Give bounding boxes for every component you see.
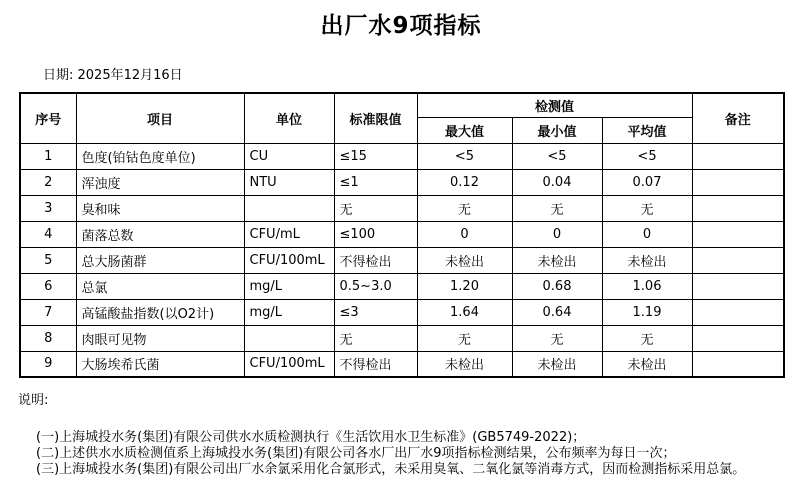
cell-unit: [244, 195, 334, 221]
table-row: [20, 351, 784, 377]
cell-limit: 无: [334, 195, 417, 221]
header-min: 最小值: [512, 117, 602, 143]
cell-min: 未检出: [512, 351, 602, 377]
cell-max: 未检出: [417, 247, 512, 273]
cell-unit: CFU/mL: [244, 221, 334, 247]
table-row: [20, 247, 784, 273]
cell-avg: 无: [602, 325, 692, 351]
table-row: [20, 273, 784, 299]
cell-remark: [692, 169, 784, 195]
cell-max: <5: [417, 143, 512, 169]
cell-limit: ≤100: [334, 221, 417, 247]
cell-unit: mg/L: [244, 299, 334, 325]
cell-max: 0: [417, 221, 512, 247]
note-item-2: (二)上述供水水质检测值系上海城投水务(集团)有限公司各水厂出厂水9项指标检测结果，公布频率为每日一次；: [36, 446, 676, 461]
cell-limit: ≤15: [334, 143, 417, 169]
cell-max: 0.12: [417, 169, 512, 195]
cell-no: 3: [20, 195, 76, 221]
cell-remark: [692, 221, 784, 247]
cell-remark: [692, 247, 784, 273]
cell-avg: 未检出: [602, 351, 692, 377]
cell-remark: [692, 273, 784, 299]
cell-max: 未检出: [417, 351, 512, 377]
cell-no: 7: [20, 299, 76, 325]
cell-remark: [692, 143, 784, 169]
cell-remark: [692, 325, 784, 351]
cell-item: 菌落总数: [76, 221, 244, 247]
table-row: [20, 299, 784, 325]
cell-avg: 0.07: [602, 169, 692, 195]
cell-min: 0.64: [512, 299, 602, 325]
cell-avg: <5: [602, 143, 692, 169]
cell-avg: 未检出: [602, 247, 692, 273]
note-item-1: (一)上海城投水务(集团)有限公司供水水质检测执行《生活饮用水卫生标准》(GB5749-2022)；: [36, 430, 586, 445]
table-row: [20, 195, 784, 221]
cell-unit: CU: [244, 143, 334, 169]
cell-limit: ≤3: [334, 299, 417, 325]
page-title: 出厂水9项指标: [320, 13, 482, 39]
cell-limit: ≤1: [334, 169, 417, 195]
cell-item: 浑浊度: [76, 169, 244, 195]
cell-unit: mg/L: [244, 273, 334, 299]
cell-remark: [692, 351, 784, 377]
cell-min: 无: [512, 325, 602, 351]
header-limit: 标准限值: [334, 93, 417, 143]
cell-min: 0.68: [512, 273, 602, 299]
cell-limit: 无: [334, 325, 417, 351]
cell-unit: CFU/100mL: [244, 247, 334, 273]
header-detection: 检测值: [417, 93, 692, 117]
cell-item: 总氯: [76, 273, 244, 299]
header-no: 序号: [20, 93, 76, 143]
header-remark: 备注: [692, 93, 784, 143]
cell-limit: 不得检出: [334, 351, 417, 377]
note-item-3: (三)上海城投水务(集团)有限公司出厂水余氯采用化合氯形式，未采用臭氧、二氧化氯等消毒方式，因而检测指标采用总氯。: [36, 462, 746, 477]
header-item: 项目: [76, 93, 244, 143]
report-table: [19, 92, 785, 378]
cell-avg: 1.19: [602, 299, 692, 325]
date-line: 日期: 2025年12月16日: [43, 68, 183, 83]
cell-remark: [692, 299, 784, 325]
cell-unit: [244, 325, 334, 351]
notes-label: 说明:: [18, 393, 49, 408]
cell-min: 无: [512, 195, 602, 221]
header-avg: 平均值: [602, 117, 692, 143]
table-row: [20, 169, 784, 195]
cell-avg: 1.06: [602, 273, 692, 299]
cell-no: 9: [20, 351, 76, 377]
cell-limit: 0.5~3.0: [334, 273, 417, 299]
cell-item: 肉眼可见物: [76, 325, 244, 351]
cell-remark: [692, 195, 784, 221]
cell-item: 总大肠菌群: [76, 247, 244, 273]
cell-min: 0: [512, 221, 602, 247]
cell-max: 无: [417, 195, 512, 221]
cell-min: <5: [512, 143, 602, 169]
header-max: 最大值: [417, 117, 512, 143]
cell-max: 无: [417, 325, 512, 351]
table-row: [20, 221, 784, 247]
cell-limit: 不得检出: [334, 247, 417, 273]
cell-no: 4: [20, 221, 76, 247]
cell-max: 1.64: [417, 299, 512, 325]
cell-avg: 无: [602, 195, 692, 221]
cell-item: 高锰酸盐指数(以O2计): [76, 299, 244, 325]
cell-item: 臭和味: [76, 195, 244, 221]
cell-min: 未检出: [512, 247, 602, 273]
header-unit: 单位: [244, 93, 334, 143]
cell-unit: NTU: [244, 169, 334, 195]
cell-unit: CFU/100mL: [244, 351, 334, 377]
cell-no: 5: [20, 247, 76, 273]
cell-min: 0.04: [512, 169, 602, 195]
table-row: [20, 143, 784, 169]
cell-max: 1.20: [417, 273, 512, 299]
note-items: [36, 430, 802, 478]
cell-item: 大肠埃希氏菌: [76, 351, 244, 377]
header-row-1: [20, 93, 784, 117]
cell-no: 1: [20, 143, 76, 169]
cell-no: 8: [20, 325, 76, 351]
notes-section: [18, 393, 802, 478]
table-row: [20, 325, 784, 351]
cell-avg: 0: [602, 221, 692, 247]
cell-item: 色度(铂钴色度单位): [76, 143, 244, 169]
cell-no: 6: [20, 273, 76, 299]
cell-no: 2: [20, 169, 76, 195]
